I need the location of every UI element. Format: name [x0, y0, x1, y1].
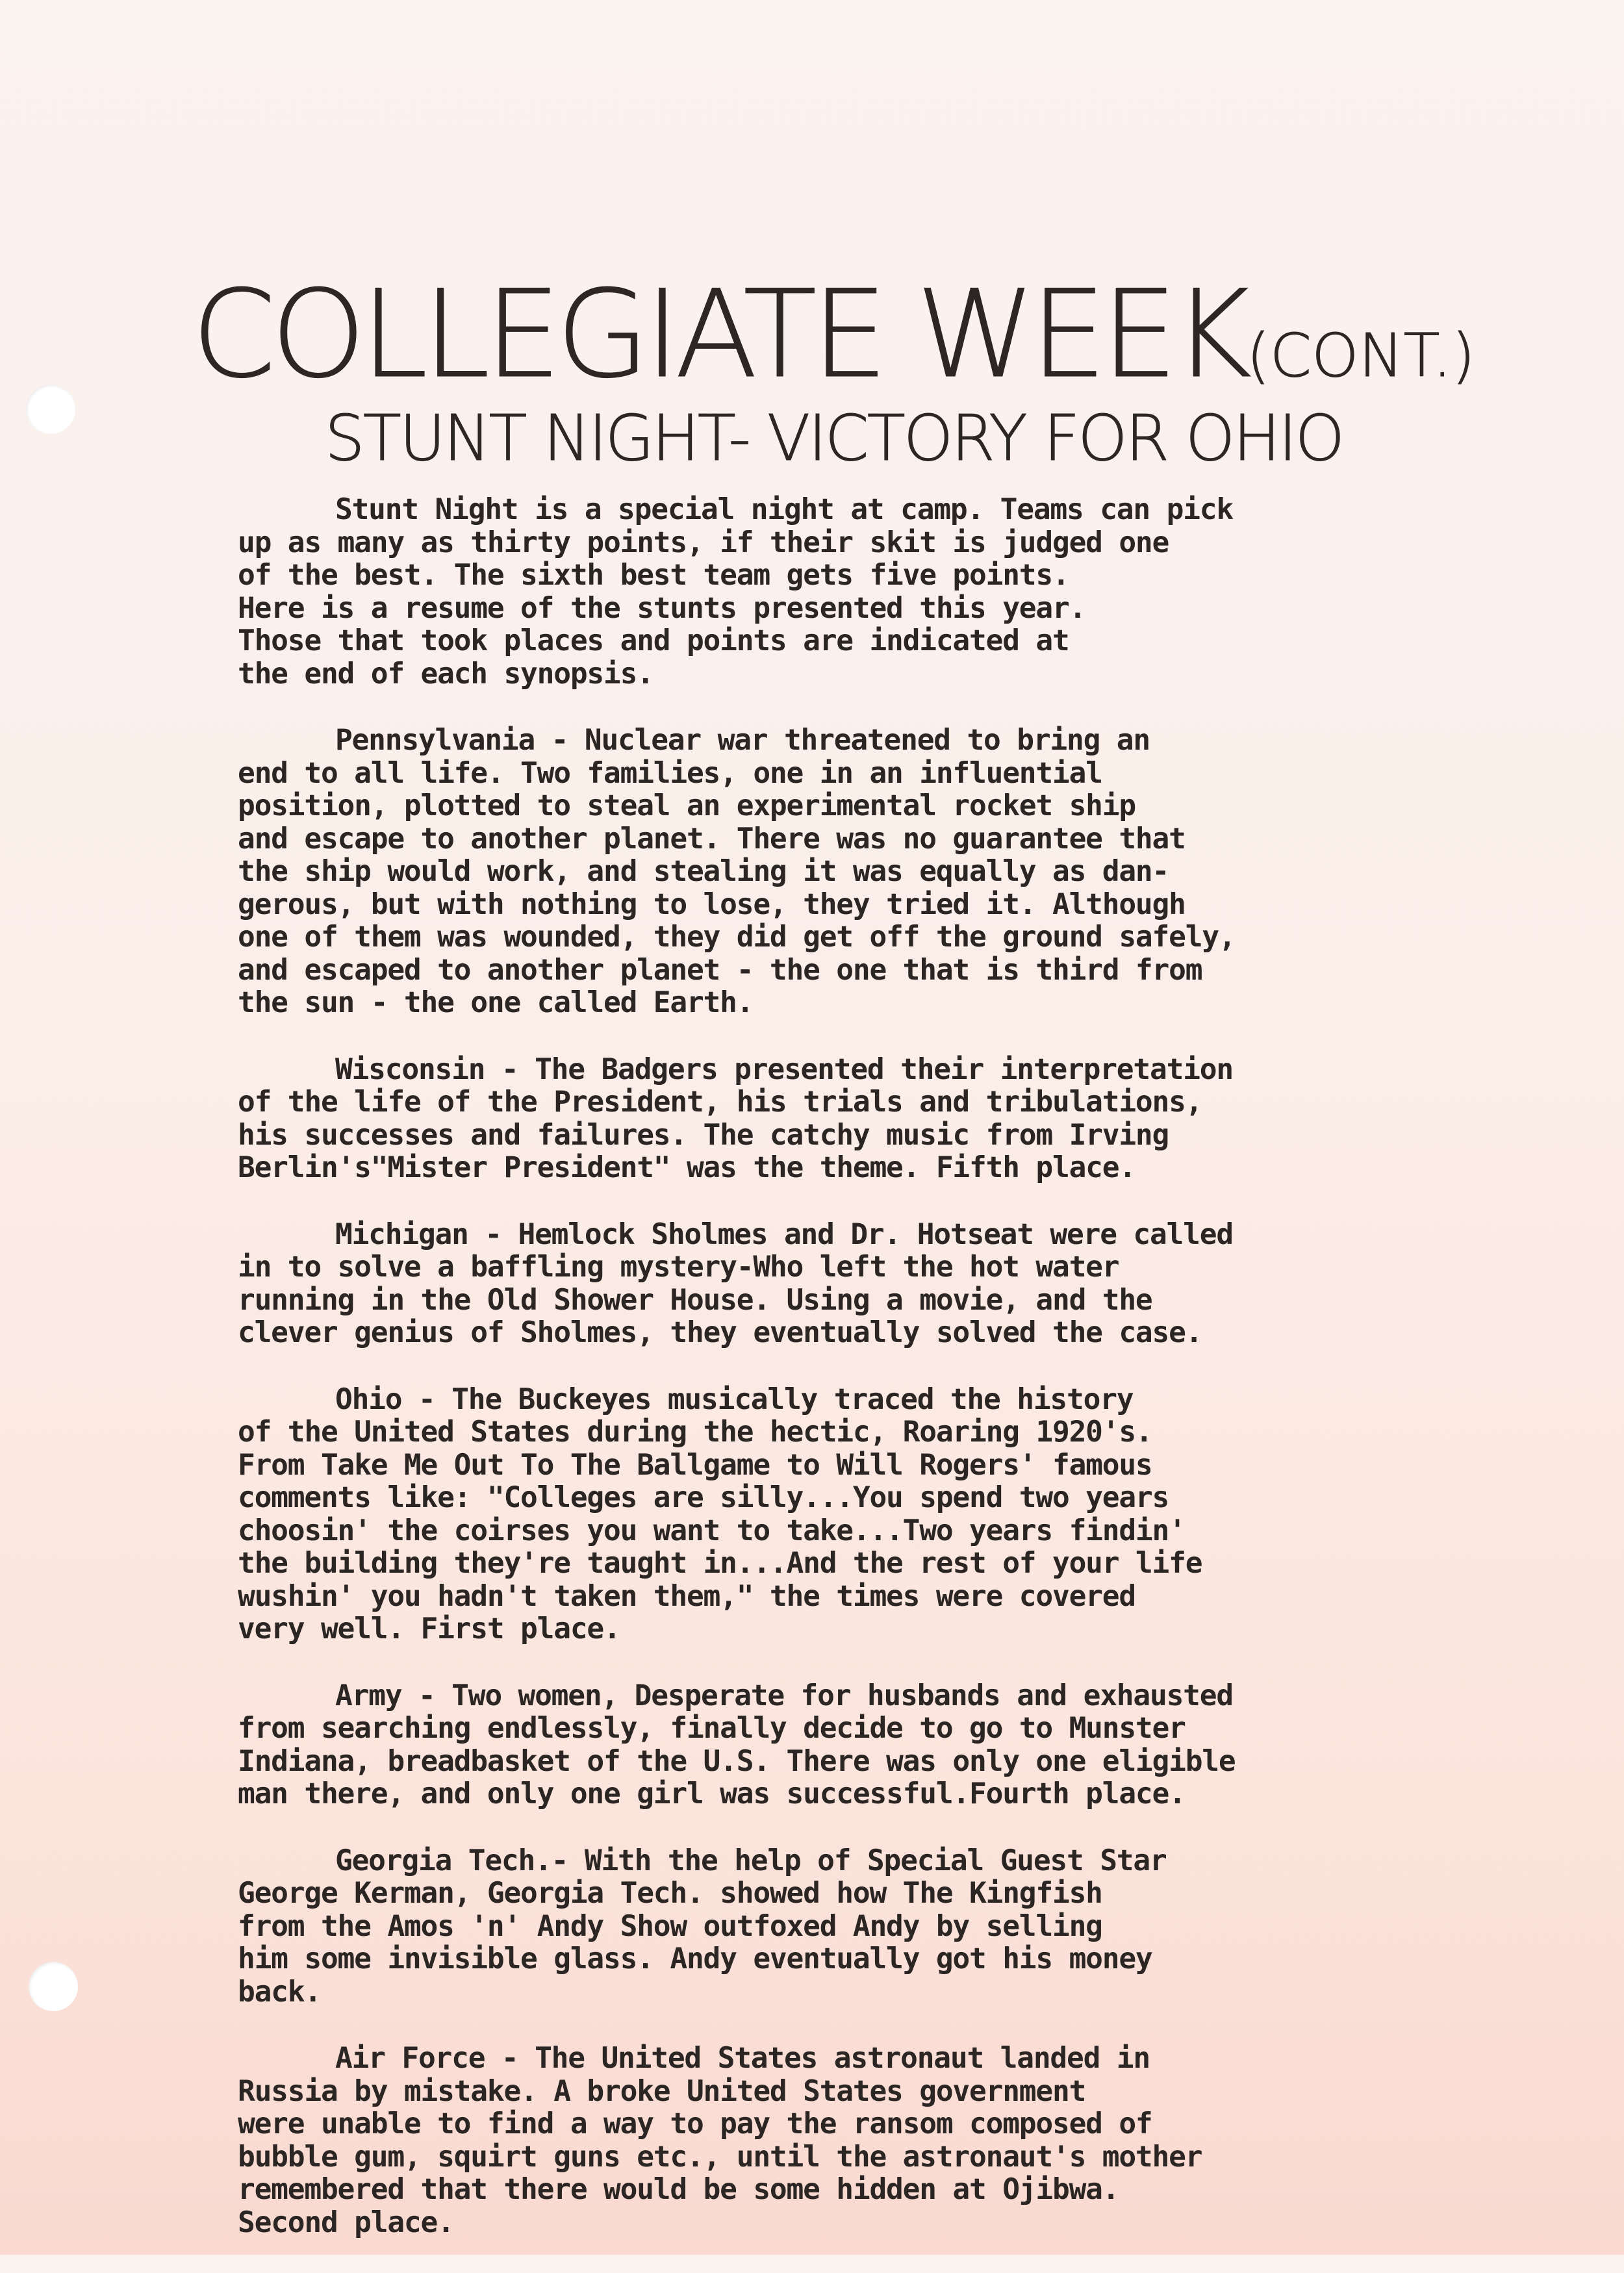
title-cont: (CONT.): [1247, 321, 1475, 390]
text-line: the building they're taught in...And the rest of your life: [238, 1547, 1202, 1580]
text-line: choosin' the coirses you want to take...Two years findin': [238, 1514, 1186, 1547]
title-text: COLLEGIATE WEEK: [192, 264, 1247, 405]
text-line: his successes and failures. The catchy music from Irving: [238, 1118, 1169, 1152]
text-line: position, plotted to steal an experimental rocket ship: [238, 789, 1136, 822]
paragraph-intro: [238, 494, 1602, 691]
text-line: Pennsylvania - Nuclear war threatened to bring an: [335, 724, 1150, 757]
text-line: running in the Old Shower House. Using a movie, and the: [238, 1283, 1152, 1317]
text-line: up as many as thirty points, if their skit is judged one: [238, 526, 1169, 559]
text-line: were unable to find a way to pay the ransom composed of: [238, 2107, 1152, 2140]
text-line: Indiana, breadbasket of the U.S. There was only one eligible: [238, 1744, 1236, 1778]
paragraph-army: [238, 1680, 1602, 1811]
text-line: the sun - the one called Earth.: [238, 986, 754, 1019]
text-line: and escaped to another planet - the one that is third from: [238, 953, 1202, 987]
text-line: of the life of the President, his trials and tribulations,: [238, 1086, 1202, 1119]
text-line: Army - Two women, Desperate for husbands and exhausted: [335, 1679, 1233, 1712]
text-line: Berlin's"Mister President" was the theme. Fifth place.: [238, 1151, 1136, 1184]
paragraph-ohio: [238, 1384, 1602, 1646]
text-line: gerous, but with nothing to lose, they tried it. Although: [238, 887, 1186, 921]
text-line: one of them was wounded, they did get off the ground safely,: [238, 921, 1236, 954]
text-line: of the best. The sixth best team gets five points.: [238, 559, 1069, 592]
text-line: of the United States during the hectic, Roaring 1920's.: [238, 1416, 1152, 1449]
text-line: man there, and only one girl was successful.Fourth place.: [238, 1777, 1186, 1810]
text-line: the ship would work, and stealing it was equally as dan-: [238, 855, 1169, 888]
text-line: back.: [238, 1975, 321, 2009]
text-line: Second place.: [238, 2205, 454, 2239]
text-line: and escape to another planet. There was no guarantee that: [238, 822, 1186, 856]
paragraph-wisconsin: [238, 1054, 1602, 1185]
text-line: Stunt Night is a special night at camp. Teams can pick: [335, 493, 1233, 526]
article-body: [238, 494, 1602, 2273]
punch-hole: [26, 385, 75, 434]
text-line: Ohio - The Buckeyes musically traced the history: [335, 1382, 1134, 1416]
text-line: the end of each synopsis.: [238, 657, 653, 691]
text-line: From Take Me Out To The Ballgame to Will Rogers' famous: [238, 1448, 1152, 1482]
text-line: comments like: "Colleges are silly...You spend two years: [238, 1481, 1169, 1514]
text-line: from searching endlessly, finally decide to go to Munster: [238, 1712, 1186, 1745]
text-line: him some invisible glass. Andy eventually got his money: [238, 1942, 1152, 1975]
text-line: bubble gum, squirt guns etc., until the astronaut's mother: [238, 2140, 1202, 2174]
text-line: Those that took places and points are indicated at: [238, 624, 1069, 657]
text-line: George Kerman, Georgia Tech. showed how The Kingfish: [238, 1877, 1102, 1910]
paragraph-air-force: [238, 2042, 1602, 2239]
text-line: Wisconsin - The Badgers presented their interpretation: [335, 1052, 1233, 1086]
text-line: Here is a resume of the stunts presented this year.: [238, 591, 1086, 625]
text-line: Air Force - The United States astronaut landed in: [335, 2042, 1150, 2075]
punch-hole: [29, 1962, 78, 2011]
text-line: wushin' you hadn't taken them," the times were covered: [238, 1579, 1136, 1613]
text-line: Georgia Tech.- With the help of Special Guest Star: [335, 1844, 1167, 1877]
page-subtitle: STUNT NIGHT- VICTORY FOR OHIO: [325, 401, 1343, 475]
paragraph-georgia-tech: [238, 1845, 1602, 2009]
text-line: very well. First place.: [238, 1612, 620, 1645]
paragraph-michigan: [238, 1219, 1602, 1350]
text-line: Michigan - Hemlock Sholmes and Dr. Hotseat were called: [335, 1217, 1233, 1251]
paragraph-pennsylvania: [238, 724, 1602, 1020]
text-line: end to all life. Two families, one in an influential: [238, 756, 1102, 790]
text-line: clever genius of Sholmes, they eventually solved the case.: [238, 1316, 1202, 1349]
text-line: from the Amos 'n' Andy Show outfoxed Andy by selling: [238, 1909, 1102, 1943]
text-line: Russia by mistake. A broke United States government: [238, 2074, 1086, 2108]
text-line: in to solve a baffling mystery-Who left the hot water: [238, 1251, 1119, 1284]
text-line: remembered that there would be some hidden at Ojibwa.: [238, 2173, 1119, 2206]
